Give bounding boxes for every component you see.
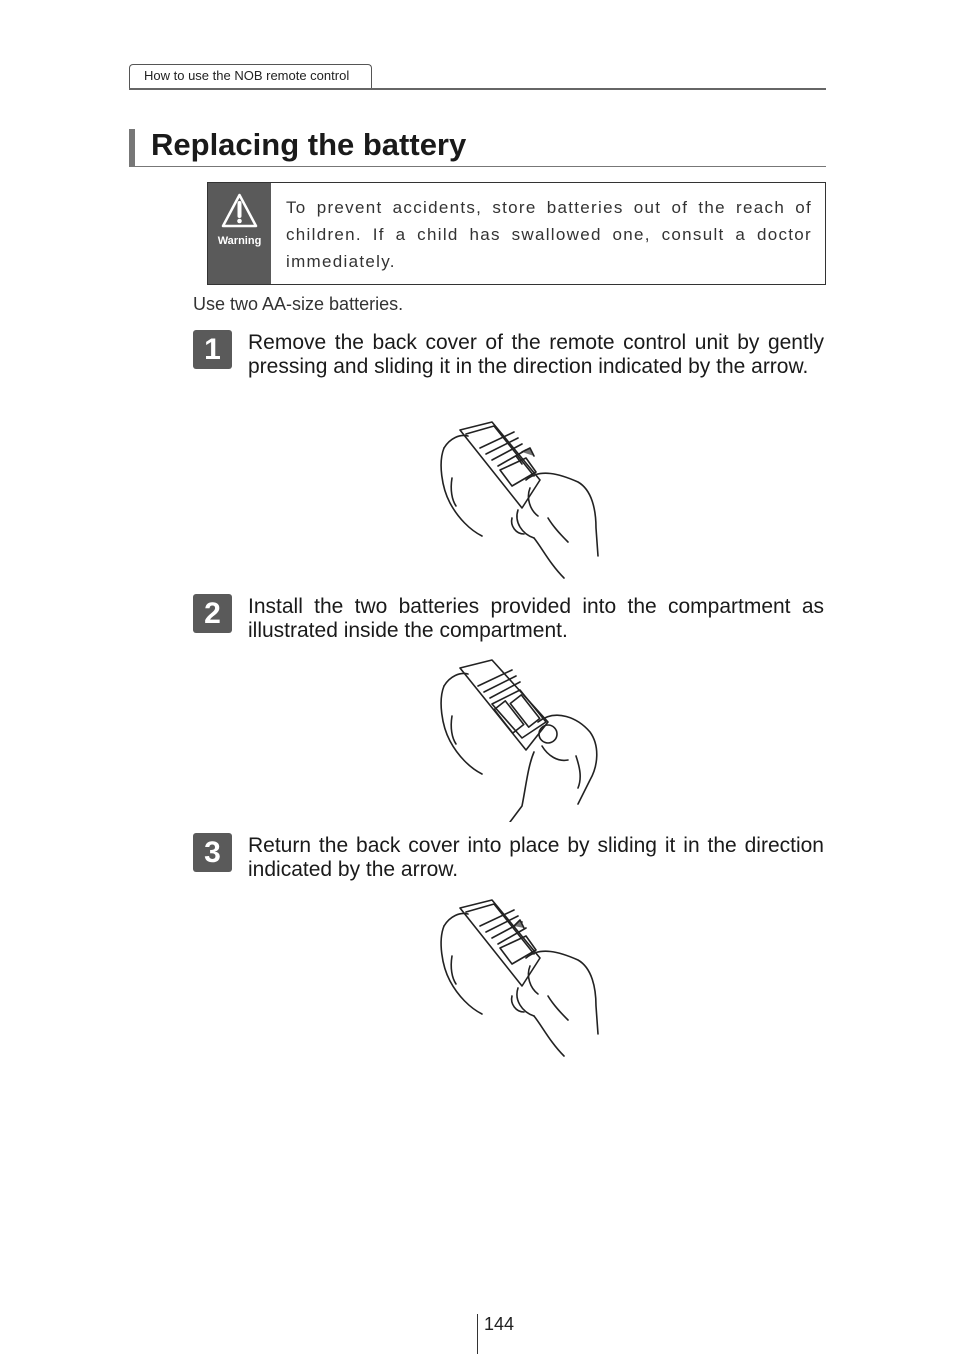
warning-triangle-icon (221, 193, 258, 229)
section-tab: How to use the NOB remote control (129, 64, 372, 88)
step-3-number: 3 (193, 833, 232, 872)
step-2-text: Install the two batteries provided into the compartment as illustrated inside the compartment. (248, 595, 824, 642)
step-3-return-cover-illustration (430, 896, 610, 1062)
heading-accent-bar (129, 129, 135, 167)
intro-text: Use two AA-size batteries. (193, 294, 404, 314)
step-1-number: 1 (193, 330, 232, 369)
warning-icon-panel (208, 183, 271, 284)
page-number: 144 (484, 1314, 515, 1334)
header-rule (129, 88, 826, 90)
heading-rule (129, 166, 826, 167)
step-2-number: 2 (193, 594, 232, 633)
step-1-remove-cover-illustration (430, 418, 610, 584)
step-3-text: Return the back cover into place by sliding it in the direction indicated by the arrow. (248, 834, 824, 881)
page-title: Replacing the battery (151, 127, 467, 162)
step-2-install-batteries-illustration (430, 656, 610, 822)
step-1-text: Remove the back cover of the remote control unit by gently pressing and sliding it in the direction indicated by the arrow. (248, 331, 824, 378)
page-number-separator (477, 1314, 478, 1354)
warning-label: Warning (217, 235, 262, 247)
warning-box (207, 182, 826, 285)
warning-text: To prevent accidents, store batteries out of the reach of children. If a child has swallowed one, consult a doctor immediately. (286, 198, 812, 271)
